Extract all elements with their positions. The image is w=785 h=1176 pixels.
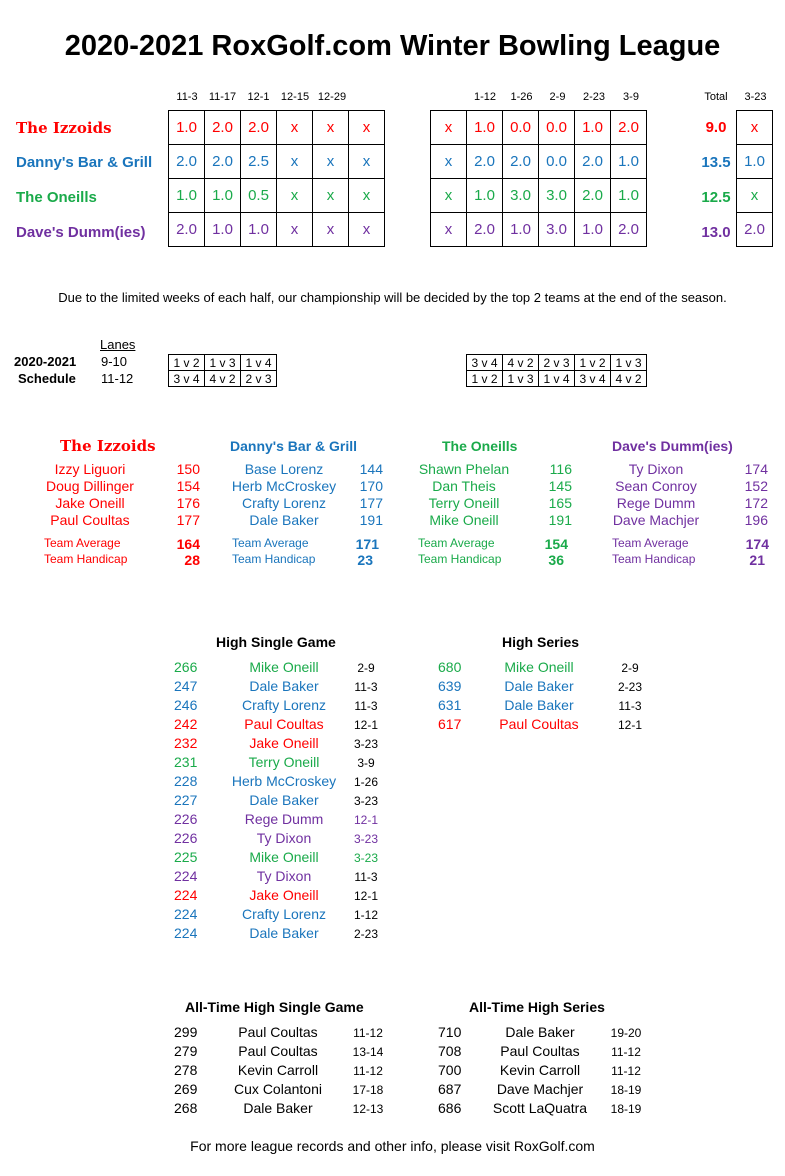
score-cell: x <box>313 213 349 247</box>
team-stats-izzoids <box>44 536 200 568</box>
schedule-first-half <box>168 354 277 387</box>
date: 3-23 <box>353 851 379 865</box>
team-average-label: Team Average <box>418 536 495 550</box>
player-name: Doug Dillinger <box>46 478 134 494</box>
total-header: Total <box>704 91 728 103</box>
score: 639 <box>438 678 462 694</box>
bowler: Dale Baker <box>243 1100 313 1116</box>
matchup-cell: 3 v 4 <box>575 371 611 387</box>
high-series-title: High Series <box>502 634 580 650</box>
bowler: Paul Coultas <box>238 1043 318 1059</box>
score: 242 <box>174 716 198 732</box>
date: 11-3 <box>354 680 378 694</box>
bowler: Kevin Carroll <box>237 1062 319 1078</box>
score: 232 <box>174 735 198 751</box>
score-cell: x <box>431 111 467 145</box>
alltime-single-title: All-Time High Single Game <box>185 999 364 1015</box>
matchup-cell: 4 v 2 <box>611 371 647 387</box>
team-name-oneills: The Oneills <box>16 189 97 206</box>
score-cell: 1.0 <box>241 213 277 247</box>
score: 700 <box>438 1062 462 1078</box>
score-cell: 0.0 <box>539 145 575 179</box>
score-cell: 1.0 <box>205 213 241 247</box>
high-series-list <box>438 659 648 735</box>
date: 3-23 <box>353 794 379 808</box>
matchup-cell: 1 v 4 <box>539 371 575 387</box>
alltime-single-list <box>174 1024 394 1119</box>
bowler: Crafty Lorenz <box>241 906 327 922</box>
bowler: Cux Colantoni <box>234 1081 322 1097</box>
first-half-grid <box>168 110 385 247</box>
date: 11-3 <box>618 699 642 713</box>
score-cell: 2.0 <box>169 145 205 179</box>
matchup-cell: 1 v 4 <box>241 355 277 371</box>
team-average-value: 154 <box>544 536 568 552</box>
score-cell: 1.0 <box>575 213 611 247</box>
date-header: 1-26 <box>510 91 533 103</box>
bowler: Dale Baker <box>249 792 319 808</box>
matchup-cell: 3 v 4 <box>467 355 503 371</box>
score-cell: 1.0 <box>737 145 773 179</box>
matchup-cell: 1 v 2 <box>467 371 503 387</box>
score-cell: 1.0 <box>169 179 205 213</box>
player-name: Dale Baker <box>249 512 319 528</box>
bowler: Paul Coultas <box>500 1043 580 1059</box>
player-average: 152 <box>744 478 768 494</box>
lane-pair: 9-10 <box>101 354 128 369</box>
date: 12-1 <box>353 718 379 732</box>
date: 1-12 <box>353 908 379 922</box>
player-name: Izzy Liguori <box>54 461 126 477</box>
season: 12-13 <box>352 1102 384 1116</box>
lane-pair: 11-12 <box>101 371 134 386</box>
player-average: 172 <box>744 495 768 511</box>
score-cell: x <box>431 213 467 247</box>
bowler: Paul Coultas <box>238 1024 318 1040</box>
score-cell: 1.0 <box>575 111 611 145</box>
score-cell: 1.0 <box>169 111 205 145</box>
score: 708 <box>438 1043 462 1059</box>
date-header: 1-12 <box>473 91 497 103</box>
score-cell: x <box>313 145 349 179</box>
score: 226 <box>174 830 198 846</box>
date-header: 11-3 <box>176 91 198 103</box>
team-average-label: Team Average <box>44 536 121 550</box>
bowler: Dave Machjer <box>496 1081 584 1097</box>
bowler: Mike Oneill <box>249 659 319 675</box>
player-average: 191 <box>548 512 572 528</box>
matchup-cell: 1 v 3 <box>205 355 241 371</box>
score-cell: 3.0 <box>539 179 575 213</box>
player-average: 154 <box>176 478 200 494</box>
roster-title-izzoids: The Izzoids <box>60 437 156 455</box>
score: 225 <box>174 849 198 865</box>
player-name: Base Lorenz <box>244 461 324 477</box>
bowler: Jake Oneill <box>249 887 319 903</box>
score-cell: 1.0 <box>467 111 503 145</box>
player-name: Dan Theis <box>432 478 496 494</box>
bowler: Kevin Carroll <box>499 1062 581 1078</box>
score-cell: x <box>277 111 313 145</box>
team-average-label: Team Average <box>612 536 689 550</box>
date: 2-9 <box>621 661 639 675</box>
player-name: Crafty Lorenz <box>241 495 327 511</box>
bowler: Crafty Lorenz <box>241 697 327 713</box>
roster-oneills <box>412 461 572 529</box>
player-average: 170 <box>359 478 383 494</box>
roster-izzoids <box>30 461 200 529</box>
bowler: Dale Baker <box>249 925 319 941</box>
team-name-danny: Danny's Bar & Grill <box>16 154 153 171</box>
schedule-label: Schedule <box>18 371 76 386</box>
page-title: 2020-2021 RoxGolf.com Winter Bowling League <box>64 30 721 62</box>
team-stats-oneills <box>418 536 570 568</box>
score-cell: x <box>277 179 313 213</box>
score-cell: 2.0 <box>205 111 241 145</box>
season: 11-12 <box>611 1064 641 1078</box>
score: 247 <box>174 678 198 694</box>
score-cell: x <box>313 111 349 145</box>
player-average: 191 <box>359 512 383 528</box>
team-total: 12.5 <box>701 189 731 206</box>
date: 3-9 <box>357 756 375 770</box>
extra-date-header: 3-23 <box>744 91 767 103</box>
score: 224 <box>174 925 198 941</box>
team-total: 13.0 <box>701 224 731 241</box>
team-total: 13.5 <box>701 154 731 171</box>
team-average-value: 164 <box>176 536 200 552</box>
player-average: 177 <box>359 495 383 511</box>
player-name: Sean Conroy <box>615 478 697 494</box>
schedule-season: 2020-2021 <box>14 354 77 369</box>
score: 224 <box>174 868 198 884</box>
team-name-dave: Dave's Dumm(ies) <box>16 224 146 241</box>
score: 227 <box>174 792 198 808</box>
score-cell: x <box>277 145 313 179</box>
season: 11-12 <box>353 1026 383 1040</box>
player-name: Paul Coultas <box>50 512 130 528</box>
score: 228 <box>174 773 198 789</box>
score: 278 <box>174 1062 198 1078</box>
score: 231 <box>174 754 198 770</box>
championship-note: Due to the limited weeks of each half, our championship will be decided by the top 2 teams at the end of the season. <box>58 290 727 305</box>
season: 18-19 <box>610 1102 642 1116</box>
matchup-cell: 3 v 4 <box>169 371 205 387</box>
player-name: Terry Oneill <box>428 495 500 511</box>
score: 224 <box>174 887 198 903</box>
bowler: Paul Coultas <box>499 716 579 732</box>
player-name: Ty Dixon <box>628 461 684 477</box>
score-cell: 2.0 <box>467 145 503 179</box>
team-average-value: 174 <box>745 536 769 552</box>
date-header: 12-15 <box>280 91 310 103</box>
score-cell: x <box>349 145 385 179</box>
season: 13-14 <box>352 1045 384 1059</box>
score-cell: 3.0 <box>539 213 575 247</box>
team-total: 9.0 <box>705 119 727 136</box>
bowler: Ty Dixon <box>256 830 312 846</box>
score-cell: 2.0 <box>611 111 647 145</box>
date: 11-3 <box>354 699 378 713</box>
bowler: Terry Oneill <box>248 754 320 770</box>
player-name: Mike Oneill <box>429 512 499 528</box>
roster-title-danny: Danny's Bar & Grill <box>230 438 358 454</box>
team-name-izzoids: The Izzoids <box>16 119 112 137</box>
score: 617 <box>438 716 462 732</box>
score-cell: 0.5 <box>241 179 277 213</box>
date: 12-1 <box>353 813 379 827</box>
bowler: Dale Baker <box>504 678 574 694</box>
roster-title-oneills: The Oneills <box>442 438 518 454</box>
score-cell: x <box>349 213 385 247</box>
player-name: Rege Dumm <box>616 495 696 511</box>
score-cell: x <box>277 213 313 247</box>
date: 12-1 <box>617 718 643 732</box>
high-single-list <box>174 659 384 944</box>
score-cell: x <box>349 179 385 213</box>
matchup-cell: 4 v 2 <box>503 355 539 371</box>
footer-note: For more league records and other info, please visit RoxGolf.com <box>190 1138 595 1154</box>
score-cell: 2.0 <box>241 111 277 145</box>
score-cell: 0.0 <box>539 111 575 145</box>
score: 631 <box>438 697 462 713</box>
bowler: Mike Oneill <box>249 849 319 865</box>
lanes-label: Lanes <box>100 337 136 352</box>
player-name: Shawn Phelan <box>418 461 510 477</box>
roster-dave <box>600 461 770 529</box>
player-name: Jake Oneill <box>55 495 125 511</box>
schedule-second-half <box>466 354 647 387</box>
team-stats-danny <box>232 536 381 568</box>
score: 680 <box>438 659 462 675</box>
team-handicap-label: Team Handicap <box>612 552 696 566</box>
score-cell: 2.0 <box>737 213 773 247</box>
score: 279 <box>174 1043 198 1059</box>
second-half-grid <box>430 110 647 247</box>
score: 224 <box>174 906 198 922</box>
score-cell: 2.0 <box>575 145 611 179</box>
team-average-value: 171 <box>355 536 379 552</box>
team-average-label: Team Average <box>232 536 309 550</box>
bowler: Scott LaQuatra <box>492 1100 588 1116</box>
date: 1-26 <box>353 775 379 789</box>
team-handicap-value: 36 <box>548 552 564 568</box>
bowler: Mike Oneill <box>504 659 574 675</box>
score-cell: 1.0 <box>611 179 647 213</box>
date: 12-1 <box>353 889 379 903</box>
player-name: Herb McCroskey <box>231 478 337 494</box>
player-average: 165 <box>548 495 572 511</box>
player-average: 176 <box>176 495 200 511</box>
season: 18-19 <box>610 1083 642 1097</box>
score-cell: 2.5 <box>241 145 277 179</box>
matchup-cell: 1 v 2 <box>169 355 205 371</box>
season: 17-18 <box>352 1083 384 1097</box>
bowler: Dale Baker <box>505 1024 575 1040</box>
player-name: Dave Machjer <box>612 512 700 528</box>
score: 686 <box>438 1100 462 1116</box>
date: 11-3 <box>354 870 378 884</box>
score-cell: x <box>431 145 467 179</box>
date: 2-23 <box>617 680 643 694</box>
player-average: 177 <box>176 512 200 528</box>
date-header: 11-17 <box>208 91 237 103</box>
score-cell: x <box>313 179 349 213</box>
team-handicap-value: 23 <box>357 552 373 568</box>
bowler: Dale Baker <box>249 678 319 694</box>
player-average: 144 <box>359 461 383 477</box>
score-cell: 1.0 <box>503 213 539 247</box>
matchup-cell: 2 v 3 <box>241 371 277 387</box>
player-average: 116 <box>549 461 572 477</box>
extra-week-grid <box>736 110 773 247</box>
score-cell: 1.0 <box>611 145 647 179</box>
bowler: Paul Coultas <box>244 716 324 732</box>
date-header: 2-9 <box>549 91 566 103</box>
matchup-cell: 1 v 2 <box>575 355 611 371</box>
date: 3-23 <box>353 737 379 751</box>
matchup-cell: 4 v 2 <box>205 371 241 387</box>
score: 226 <box>174 811 198 827</box>
date: 2-9 <box>357 661 375 675</box>
score: 269 <box>174 1081 198 1097</box>
date: 2-23 <box>353 927 379 941</box>
alltime-series-title: All-Time High Series <box>469 999 605 1015</box>
season: 19-20 <box>610 1026 642 1040</box>
season: 11-12 <box>611 1045 641 1059</box>
alltime-series-list <box>438 1024 658 1119</box>
bowler: Ty Dixon <box>256 868 312 884</box>
score-cell: x <box>737 179 773 213</box>
matchup-cell: 1 v 3 <box>611 355 647 371</box>
score-cell: 2.0 <box>503 145 539 179</box>
score: 299 <box>174 1024 198 1040</box>
matchup-cell: 1 v 3 <box>503 371 539 387</box>
player-average: 174 <box>744 461 768 477</box>
roster-title-dave: Dave's Dumm(ies) <box>612 438 733 454</box>
date-header: 12-1 <box>247 91 270 103</box>
player-average: 196 <box>744 512 768 528</box>
bowler: Herb McCroskey <box>231 773 337 789</box>
score: 687 <box>438 1081 462 1097</box>
score-cell: x <box>431 179 467 213</box>
team-handicap-label: Team Handicap <box>418 552 502 566</box>
matchup-cell: 2 v 3 <box>539 355 575 371</box>
score: 266 <box>174 659 198 675</box>
score-cell: 2.0 <box>575 179 611 213</box>
date-header: 2-23 <box>582 91 606 103</box>
player-average: 145 <box>548 478 572 494</box>
team-handicap-label: Team Handicap <box>232 552 316 566</box>
score-cell: 3.0 <box>503 179 539 213</box>
bowler: Jake Oneill <box>249 735 319 751</box>
score: 268 <box>174 1100 198 1116</box>
player-average: 150 <box>176 461 200 477</box>
date-header: 3-9 <box>623 91 639 103</box>
score-cell: x <box>737 111 773 145</box>
team-stats-dave <box>612 536 769 568</box>
score-cell: 0.0 <box>503 111 539 145</box>
score-cell: 2.0 <box>169 213 205 247</box>
bowler: Rege Dumm <box>244 811 324 827</box>
roster-danny <box>228 461 383 529</box>
score-cell: 1.0 <box>467 179 503 213</box>
date-header: 12-29 <box>317 91 347 103</box>
score: 710 <box>438 1024 462 1040</box>
high-single-title: High Single Game <box>216 634 336 650</box>
score-cell: 2.0 <box>205 145 241 179</box>
team-handicap-value: 21 <box>749 552 765 568</box>
score-cell: x <box>349 111 385 145</box>
team-handicap-label: Team Handicap <box>44 552 128 566</box>
score: 246 <box>174 697 198 713</box>
bowler: Dale Baker <box>504 697 574 713</box>
team-handicap-value: 28 <box>184 552 200 568</box>
score-cell: 2.0 <box>467 213 503 247</box>
date: 3-23 <box>353 832 379 846</box>
score-cell: 2.0 <box>611 213 647 247</box>
season: 11-12 <box>353 1064 383 1078</box>
score-cell: 1.0 <box>205 179 241 213</box>
